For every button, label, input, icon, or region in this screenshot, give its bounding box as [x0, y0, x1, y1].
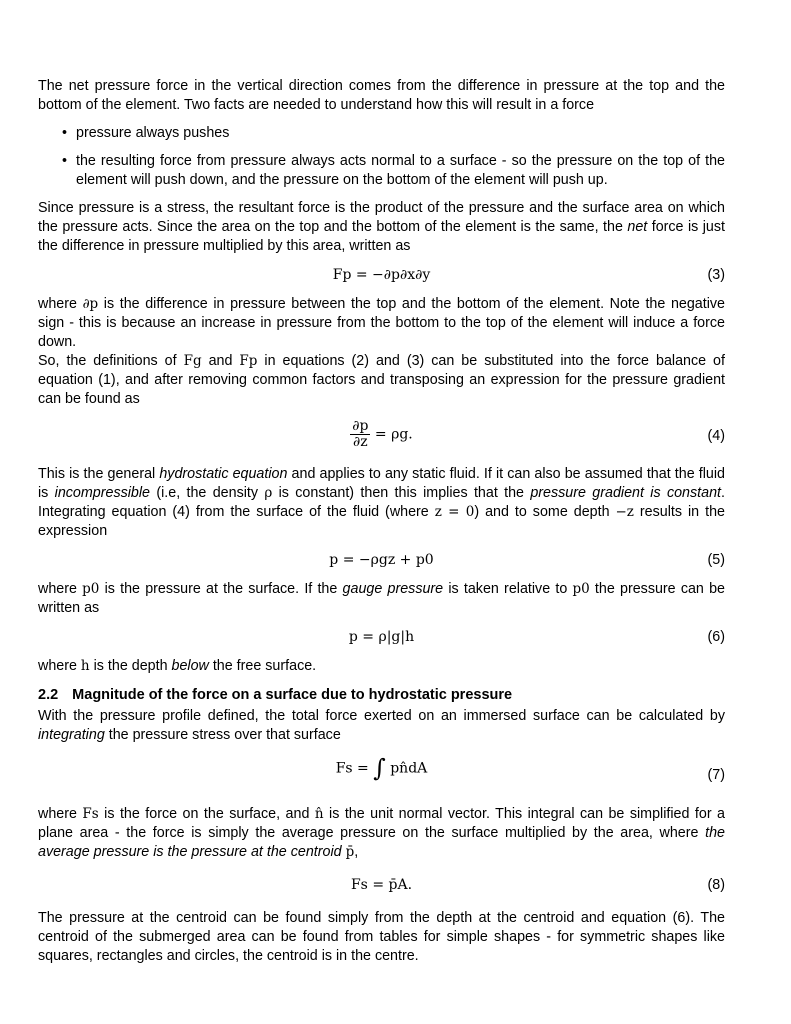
paragraph-intro: The net pressure force in the vertical direction comes from the difference in pressure at the top and the bottom of the element. Two facts are needed to understand how this will result in a force — [38, 78, 725, 113]
equation-5-math: p = −ρgz + p0 — [329, 552, 434, 568]
paragraph-p0: where p0 is the pressure at the surface. If the gauge pressure is taken relative to p0 the pressure can be written as — [38, 581, 725, 616]
section-number: 2.2 — [38, 687, 59, 703]
equation-6-math: p = ρ|g|h — [348, 629, 415, 645]
paragraph-stress: Since pressure is a stress, the resultant force is the product of the pressure and the surface area on which the pressure acts. Since the area on the top and the bottom of the element is the same, the net force is just the difference in pressure multiplied by this area, written as — [38, 200, 725, 254]
equation-3-number: (3) — [707, 267, 725, 283]
equation-4-math: $\frac{\partial p}{\partial z}$ = ρg. — [352, 418, 413, 450]
equation-7 — [38, 755, 725, 795]
equation-7-math: Fs = ∫ pn̂dA — [335, 754, 428, 782]
equation-8 — [38, 876, 725, 895]
equation-8-number: (8) — [707, 877, 725, 893]
equation-4 — [38, 419, 725, 455]
equation-6 — [38, 628, 725, 647]
equation-5-number: (5) — [707, 552, 725, 568]
equation-6-number: (6) — [707, 629, 725, 645]
paragraph-fs: where Fs is the force on the surface, and n̂ is the unit normal vector. This integral can be simplified for a plane area - the force is simply the average pressure on the surface multiplied by the area, where the average pressure is the pressure at the centroid p̄, — [38, 806, 725, 860]
equation-8-math: Fs = p̄A. — [350, 877, 413, 893]
bullet-icon: • — [62, 153, 68, 169]
document-page — [38, 77, 725, 966]
list-item: • pressure always pushes — [62, 125, 230, 141]
paragraph-h: where h is the depth below the free surface. — [38, 658, 317, 674]
section-title: Magnitude of the force on a surface due to hydrostatic pressure — [72, 687, 513, 703]
paragraph-general: This is the general hydrostatic equation and applies to any static fluid. If it can also be assumed that the fluid is incompressible (i.e, the density ρ is constant) then this implies that the pressure gradient is constant. Integrating equation (4) from the surface of the fluid (where z = 0) and to some depth −z results in the expression — [38, 466, 725, 539]
paragraph-centroid: The pressure at the centroid can be found simply from the depth at the centroid and equation (6). The centroid of the submerged area can be found from tables for simple shapes - for symmetric shapes like squares, rectangles and circles, the centroid is in the centre. — [38, 910, 725, 964]
paragraph-so: So, the definitions of Fg and Fp in equations (2) and (3) can be substituted into the force balance of equation (1), and after removing common factors and transposing an expression for the pressure gradient can be found as — [38, 353, 725, 407]
bullet-icon: • — [62, 125, 68, 141]
equation-3 — [38, 266, 725, 285]
equation-3-math: Fp = −∂p∂x∂y — [332, 267, 431, 283]
section-heading — [38, 686, 725, 705]
fraction: $\frac{\partial p}{\partial z}$ — [352, 418, 369, 450]
equation-5 — [38, 551, 725, 570]
bullet-list — [38, 124, 725, 190]
equation-7-number: (7) — [707, 767, 725, 783]
integral-icon: ∫ — [373, 754, 386, 782]
list-item: • the resulting force from pressure always acts normal to a surface - so the pressure on the top of the element will push down, and the pressure on the bottom of the element will push up. — [62, 153, 725, 188]
paragraph-where-dp: where ∂p is the difference in pressure between the top and the bottom of the element. Note the negative sign - this is because an increase in pressure from the bottom to the top of the element will induce a force down. — [38, 296, 725, 350]
paragraph-profile: With the pressure profile defined, the total force exerted on an immersed surface can be calculated by integrating the pressure stress over that surface — [38, 708, 725, 743]
equation-4-number: (4) — [707, 428, 725, 444]
